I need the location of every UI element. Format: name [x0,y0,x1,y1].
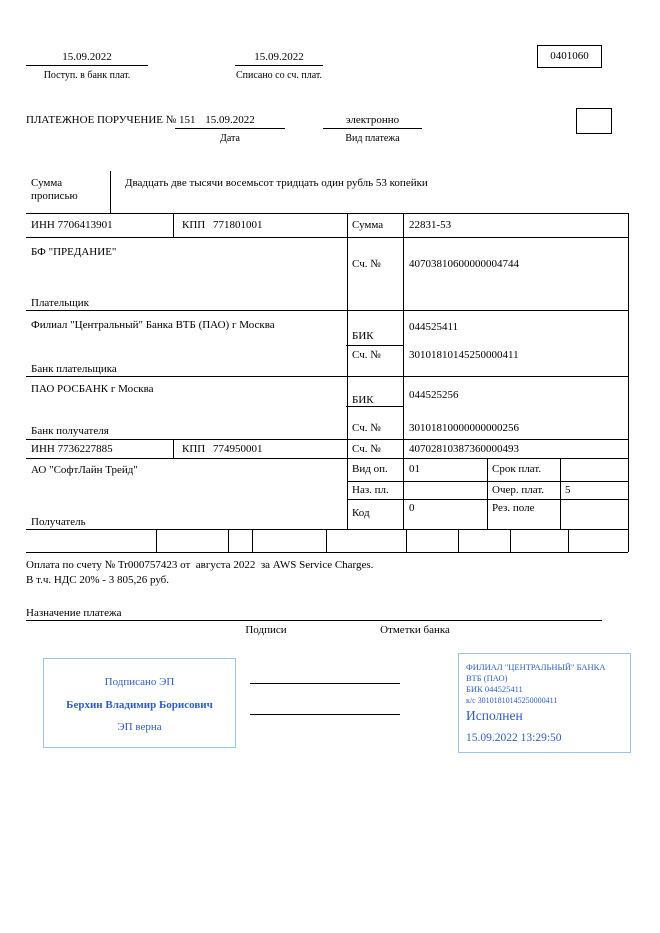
payee-kpp: 774950001 [213,443,263,455]
payee-account-label: Сч. № [352,443,381,455]
payer-bank-bik: 044525411 [409,321,459,333]
table-border [26,213,628,214]
priority-label: Очер. плат. [492,484,545,496]
table-border [26,376,628,377]
bank-stamp-line1: ФИЛИАЛ "ЦЕНТРАЛЬНЫЙ" БАНКА [466,662,606,672]
debited-label: Списано со сч. плат. [235,70,323,81]
signature-stamp-name: Берхин Владимир Борисович [66,699,213,711]
bank-stamp-status: Исполнен [466,708,523,723]
purpose-line1: Оплата по счету № Tr000757423 от августа 2022 за AWS Service Charges. [26,559,374,571]
bank-stamp-line3: БИК 044525411 [466,684,523,694]
table-border [228,529,229,552]
document-title: ПЛАТЕЖНОЕ ПОРУЧЕНИЕ № 151 [26,114,196,126]
payer-name: БФ "ПРЕДАНИЕ" [31,246,117,258]
sum-label: Сумма [352,219,384,231]
payee-bank-section-label: Банк получателя [31,425,109,437]
table-border [510,529,511,552]
sum-value: 22831-53 [409,219,452,231]
bank-stamp-datetime: 15.09.2022 13:29:50 [466,732,562,744]
debited-date-underline [235,65,323,66]
received-in-bank-date: 15.09.2022 [62,51,112,63]
payer-bank-account: 30101810145250000411 [409,349,519,361]
payee-bank-name: ПАО РОСБАНК г Москва [31,383,154,395]
payee-bank-account: 30101810000000000256 [409,422,519,434]
payment-kind-value: электронно [345,114,400,126]
bank-marks-label: Отметки банка [380,624,450,636]
signature-line [250,683,400,684]
priority-value: 5 [565,484,571,496]
payer-bank-name: Филиал "Центральный" Банка ВТБ (ПАО) г Москва [31,319,275,331]
document-date-label: Дата [220,133,240,144]
payment-kind-underline [323,128,422,129]
payee-kpp-label: КПП [182,443,206,455]
form-code: 0401060 [550,50,589,62]
purpose-section-label: Назначение платежа [26,607,122,619]
document-date-underline [175,128,285,129]
bank-stamp-line2: ВТБ (ПАО) [466,673,508,683]
amount-words-divider [110,171,111,213]
purpose-line2: В т.ч. НДС 20% - 3 805,26 руб. [26,574,170,586]
payer-account: 40703810600000004744 [409,258,519,270]
op-type-value: 01 [409,463,420,475]
code-value: 0 [409,502,415,514]
payer-inn: ИНН 7706413901 [31,219,113,231]
payer-section-label: Плательщик [31,297,89,309]
reserve-field-label: Рез. поле [492,502,535,514]
amount-words-text: Двадцать две тысячи восемьсот тридцать один рубль 53 копейки [125,177,428,189]
payer-bank-account-label: Сч. № [352,349,381,361]
debited-date: 15.09.2022 [254,51,304,63]
op-type-label: Вид оп. [352,463,388,475]
table-border [156,529,157,552]
signatures-label: Подписи [245,624,287,636]
payer-account-label: Сч. № [352,258,381,270]
payer-status-box [576,108,612,134]
table-border [173,439,174,458]
table-border [560,458,561,529]
table-border [26,439,628,440]
payer-bank-section-label: Банк плательщика [31,363,117,375]
table-border [26,552,628,553]
table-border [26,529,628,530]
payee-section-label: Получатель [31,516,86,528]
bank-stamp-line4: к/с 30101810145250000411 [466,696,558,705]
table-border [568,529,569,552]
received-date-underline [26,65,148,66]
table-border [26,458,628,459]
payee-account: 40702810387360000493 [409,443,519,455]
payment-kind-label: Вид платежа [345,133,400,144]
table-border [403,213,404,529]
payee-bank-bik-label: БИК [352,394,374,406]
received-in-bank-label: Поступ. в банк плат. [43,70,131,81]
table-border [346,345,403,346]
amount-words-label-line1: Сумма [31,177,63,189]
signature-stamp-line3: ЭП верна [117,721,162,733]
payee-name: АО "СофтЛайн Трейд" [31,464,138,476]
table-border [406,529,407,552]
table-border [326,529,327,552]
signature-line [250,714,400,715]
table-border [26,237,628,238]
table-border [26,310,628,311]
table-border [347,213,348,529]
signature-stamp-line1: Подписано ЭП [104,676,175,688]
purpose-code-label: Наз. пл. [352,484,389,496]
payer-bank-bik-label: БИК [352,330,374,342]
payee-bank-account-label: Сч. № [352,422,381,434]
payee-bank-bik: 044525256 [409,389,459,401]
table-border [458,529,459,552]
table-border [173,213,174,237]
code-label: Код [352,507,370,519]
purpose-underline [26,620,602,621]
table-border [487,458,488,529]
form-code-box [537,45,602,68]
payer-kpp-label: КПП [182,219,206,231]
document-date: 15.09.2022 [205,114,255,126]
table-border [628,213,629,552]
table-border [252,529,253,552]
amount-words-label-line2: прописью [31,190,78,202]
payer-kpp: 771801001 [213,219,263,231]
payee-inn: ИНН 7736227885 [31,443,113,455]
due-date-label: Срок плат. [492,463,542,475]
